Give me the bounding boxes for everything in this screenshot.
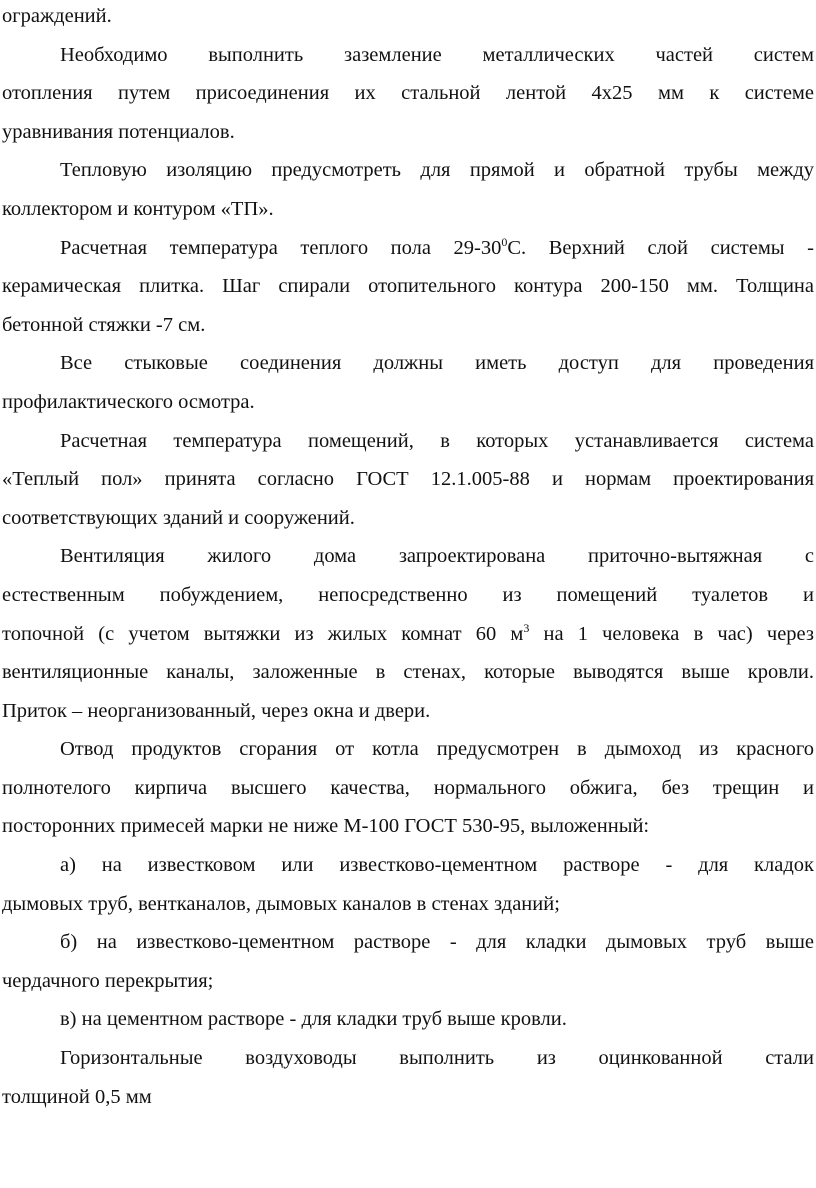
paragraph-line: вентиляционные каналы, заложенные в стенах, которые выводятся выше кровли.: [2, 661, 814, 684]
list-item-line: в) на цементном растворе - для кладки труб выше кровли.: [60, 1008, 567, 1031]
paragraph-line: Тепловую изоляцию предусмотреть для прямой и обратной трубы между: [60, 159, 814, 182]
paragraph-line: [2, 615, 814, 654]
paragraph-line: профилактического осмотра.: [2, 390, 255, 413]
list-item-line: б) на известково-цементном растворе - для кладки дымовых труб выше: [60, 931, 814, 954]
text-segment: топочной (с учетом вытяжки из жилых комнат 60 м: [2, 622, 524, 645]
list-item-line: а) на известковом или известково-цементном растворе - для кладок: [60, 854, 814, 877]
paragraph-line: естественным побуждением, непосредственно из помещений туалетов и: [2, 583, 814, 606]
paragraph-line: отопления путем присоединения их стальной лентой 4х25 мм к системе: [2, 82, 814, 105]
paragraph-line: Расчетная температура помещений, в которых устанавливается система: [60, 429, 814, 452]
list-item-line: чердачного перекрытия;: [2, 969, 214, 992]
paragraph-line: Горизонтальные воздуховоды выполнить из оцинкованной стали: [60, 1047, 814, 1070]
paragraph-line: «Теплый пол» принята согласно ГОСТ 12.1.005-88 и нормам проектирования: [2, 468, 814, 491]
paragraph-line: Необходимо выполнить заземление металлических частей систем: [60, 43, 814, 66]
paragraph-line: керамическая плитка. Шаг спирали отопительного контура 200-150 мм. Толщина: [2, 275, 814, 298]
list-item-line: дымовых труб, вентканалов, дымовых каналов в стенах зданий;: [2, 892, 560, 915]
paragraph-line: [2, 229, 814, 268]
paragraph-line: полнотелого кирпича высшего качества, нормального обжига, без трещин и: [2, 776, 814, 799]
text-line: ограждений.: [2, 5, 112, 27]
paragraph-line: Все стыковые соединения должны иметь доступ для проведения: [60, 352, 814, 375]
paragraph-line: коллектором и контуром «ТП».: [2, 197, 274, 220]
text-segment: Расчетная температура теплого пола 29-30: [60, 236, 502, 259]
paragraph-line: уравнивания потенциалов.: [2, 120, 235, 143]
paragraph-line: бетонной стяжки -7 см.: [2, 313, 206, 336]
paragraph-line: Вентиляция жилого дома запроектирована приточно-вытяжная с: [60, 545, 814, 568]
paragraph-line: Отвод продуктов сгорания от котла предусмотрен в дымоход из красного: [60, 738, 814, 761]
superscript-cubed: 3: [523, 620, 530, 635]
paragraph-line: соответствующих зданий и сооружений.: [2, 506, 355, 529]
paragraph-line: толщиной 0,5 мм: [2, 1085, 152, 1108]
superscript-degree: 0: [501, 234, 508, 249]
text-segment: на 1 человека в час) через: [529, 622, 814, 645]
text-segment: С. Верхний слой системы -: [507, 236, 814, 259]
paragraph-line: посторонних примесей марки не ниже М-100 ГОСТ 530-95, выложенный:: [2, 815, 650, 838]
paragraph-line: Приток – неорганизованный, через окна и двери.: [2, 699, 431, 722]
